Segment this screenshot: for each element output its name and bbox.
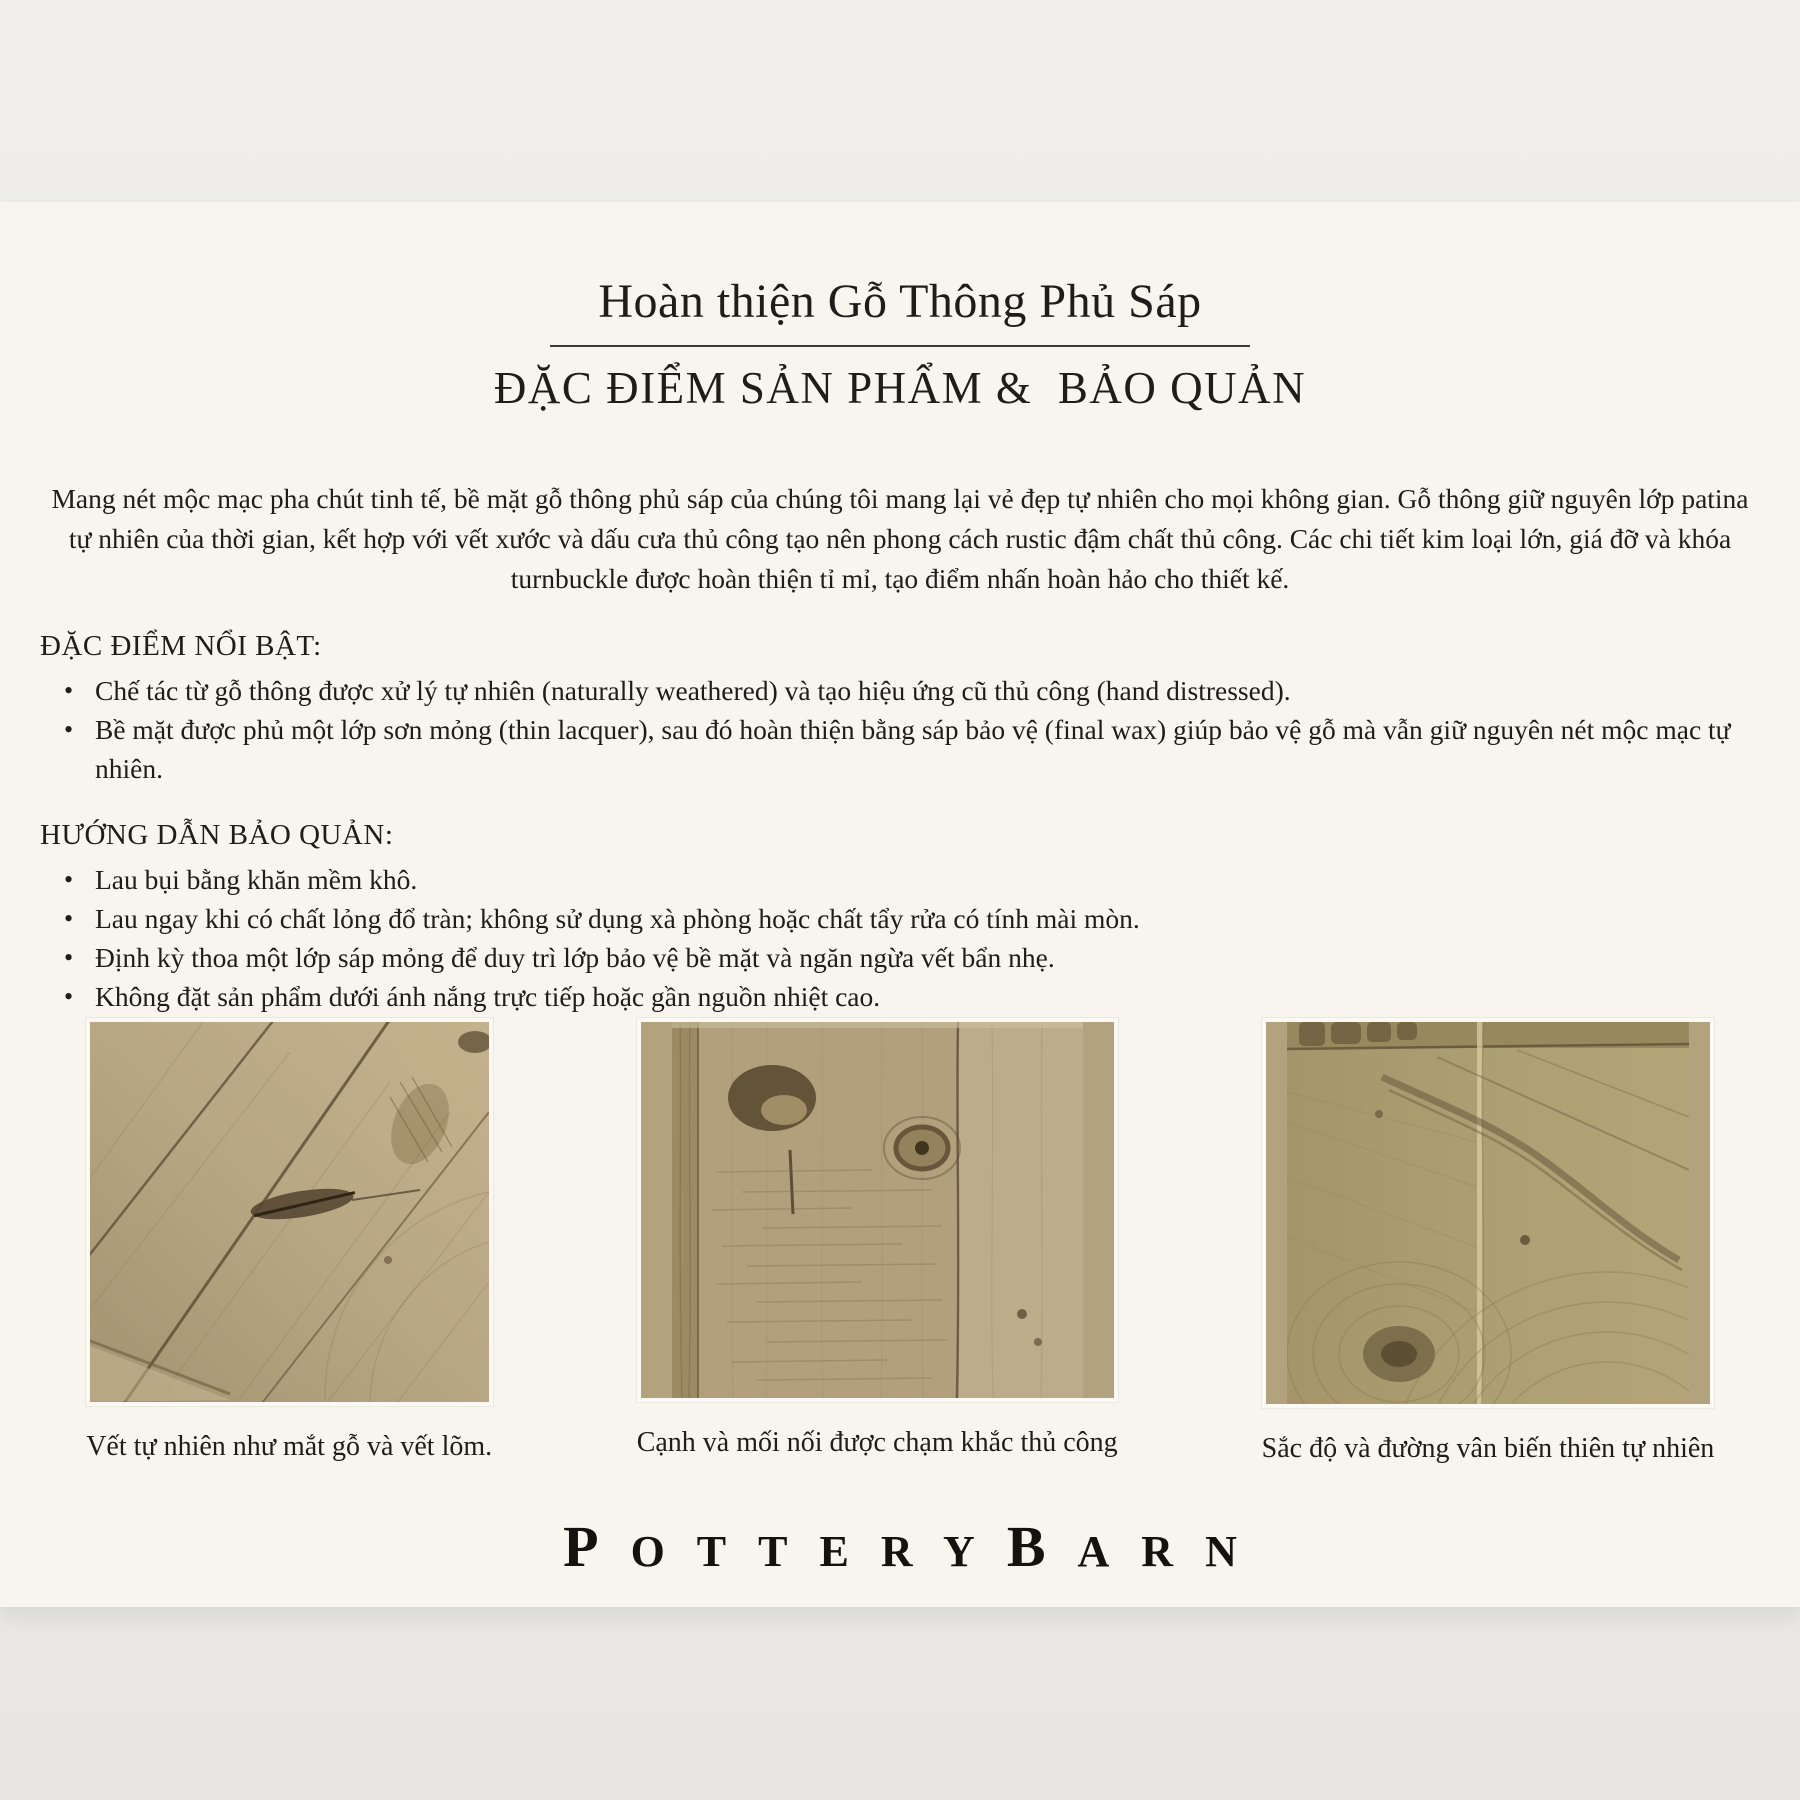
list-item: • Không đặt sản phẩm dưới ánh nắng trực tiếp hoặc gần nguồn nhiệt cao. — [40, 977, 1760, 1016]
title-divider — [550, 345, 1250, 347]
figure-row — [0, 1018, 1800, 1466]
figure-caption: Sắc độ và đường vân biến thiên tự nhiên — [1261, 1432, 1715, 1464]
potterybarn-logo — [0, 1512, 1800, 1582]
wood-sample-image-3 — [1262, 1018, 1715, 1408]
figure-caption: Vết tự nhiên như mắt gỗ và vết lõm. — [86, 1430, 493, 1462]
care-section — [0, 818, 1800, 1016]
care-heading: HƯỚNG DẪN BẢO QUẢN: — [40, 818, 394, 851]
product-info-card — [0, 202, 1800, 1607]
wood-sample-image-1 — [86, 1018, 493, 1406]
page-subtitle: ĐẶC ĐIỂM SẢN PHẨM & BẢO QUẢN — [493, 363, 1307, 414]
list-item: • Định kỳ thoa một lớp sáp mỏng để duy trì lớp bảo vệ bề mặt và ngăn ngừa vết bẩn nhẹ. — [40, 938, 1760, 977]
logo-letter-p: P — [563, 1513, 631, 1579]
list-item: • Bề mặt được phủ một lớp sơn mỏng (thin lacquer), sau đó hoàn thiện bằng sáp bảo vệ (final wax) giúp bảo vệ gỗ mà vẫn giữ nguyên nét mộc mạc tự nhiên. — [40, 710, 1760, 788]
list-item: • Chế tác từ gỗ thông được xử lý tự nhiên (naturally weathered) và tạo hiệu ứng cũ thủ công (hand distressed). — [40, 671, 1760, 710]
features-section — [0, 629, 1800, 788]
care-list — [40, 860, 1760, 1016]
features-heading: ĐẶC ĐIỂM NỔI BẬT: — [40, 629, 322, 662]
intro-paragraph: Mang nét mộc mạc pha chút tinh tế, bề mặt gỗ thông phủ sáp của chúng tôi mang lại vẻ đẹp tự nhiên cho mọi không gian. Gỗ thông giữ nguyên lớp patina tự nhiên của thời gian, kết hợp với vết xước và dấu cưa thủ công tạo nên phong cách rustic đậm chất thủ công. Các chi tiết kim loại lớn, giá đỡ và khóa turnbuckle được hoàn thiện tỉ mỉ, tạo điểm nhấn hoàn hảo cho thiết kế. — [51, 482, 1749, 594]
wood-figure-knots — [86, 1018, 493, 1464]
list-item: • Lau bụi bằng khăn mềm khô. — [40, 860, 1760, 899]
list-item: • Lau ngay khi có chất lỏng đổ tràn; không sử dụng xà phòng hoặc chất tẩy rửa có tính mài mòn. — [40, 899, 1760, 938]
wood-sample-image-2 — [637, 1018, 1118, 1402]
logo-letter-b: B — [1006, 1513, 1078, 1579]
figure-caption: Cạnh và mối nối được chạm khắc thủ công — [636, 1426, 1118, 1458]
logo-text-ottery: OTTERY — [630, 1526, 1007, 1576]
page-title: Hoàn thiện Gỗ Thông Phủ Sáp — [598, 275, 1202, 328]
features-list — [40, 671, 1760, 788]
logo-text-arn: ARN — [1077, 1526, 1269, 1576]
wood-figure-grain — [1262, 1018, 1715, 1466]
wood-figure-joinery — [637, 1018, 1118, 1460]
